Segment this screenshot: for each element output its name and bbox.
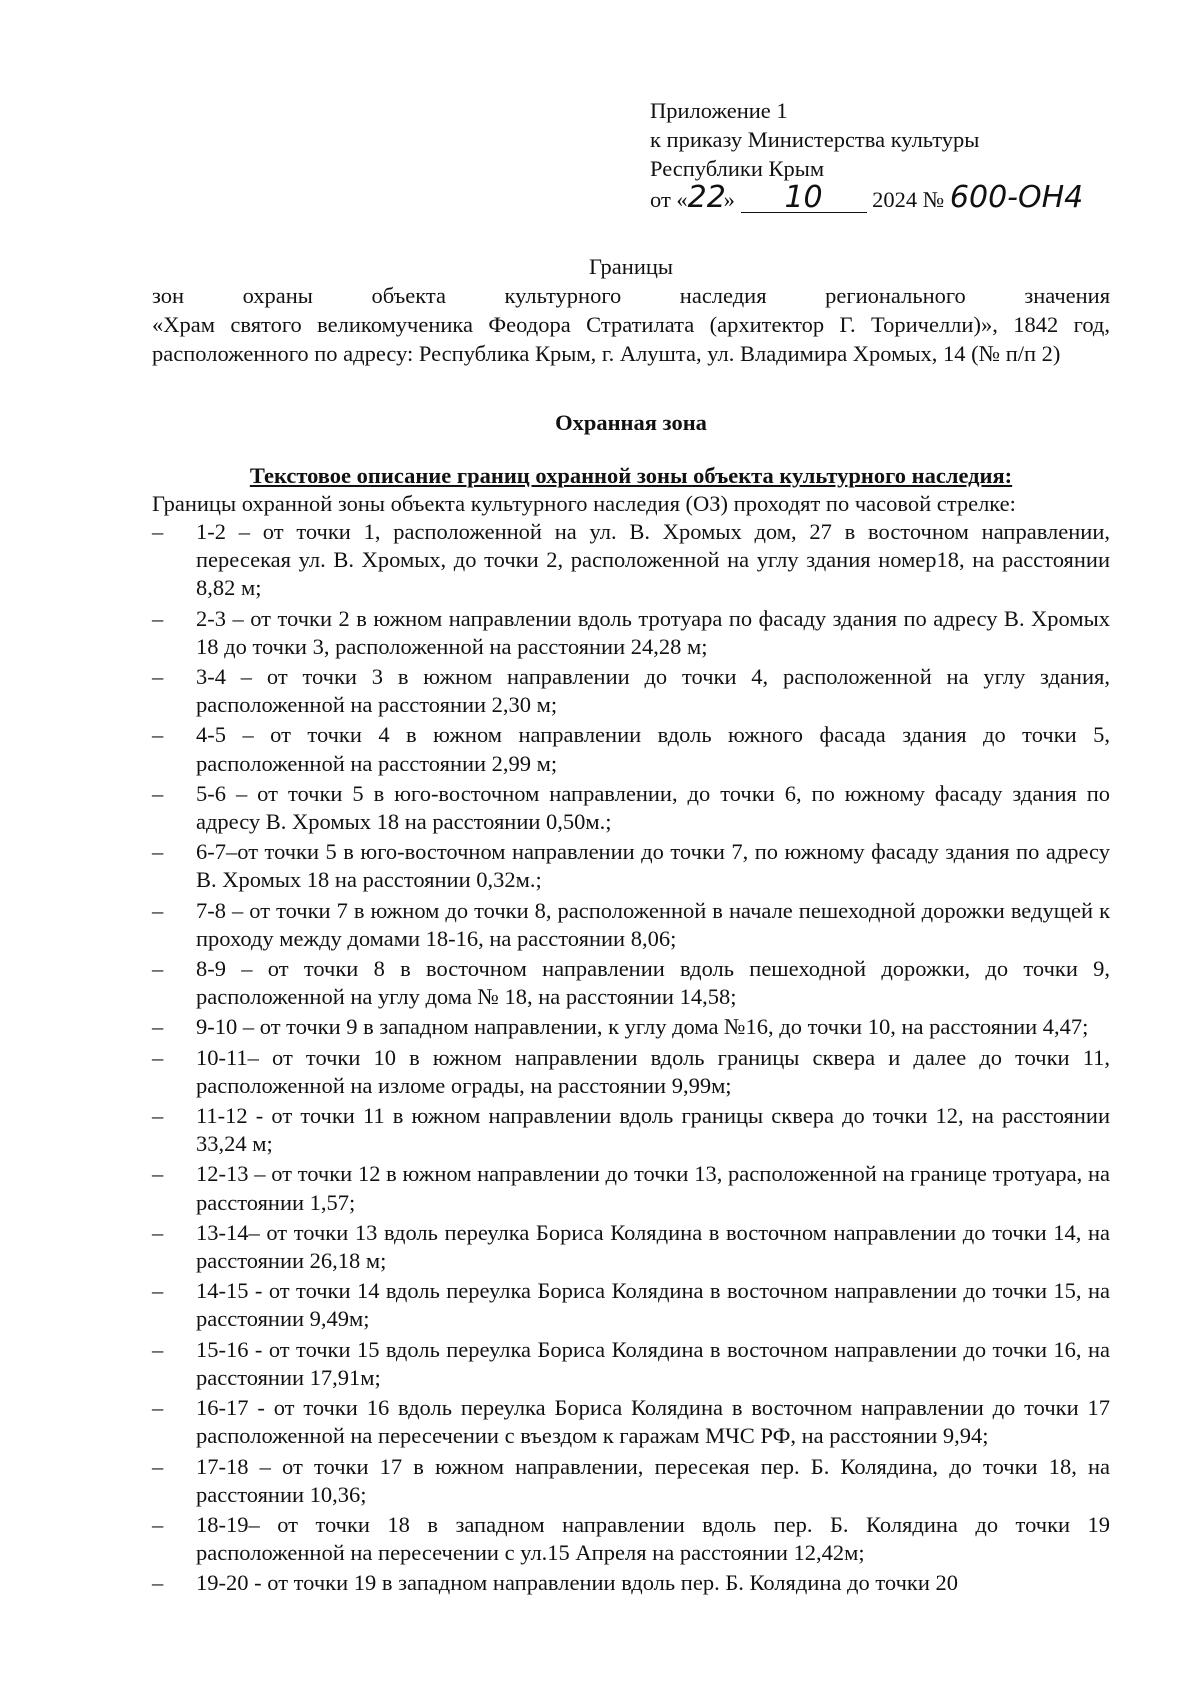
title-word: зон	[152, 283, 185, 308]
list-item	[152, 1394, 1110, 1450]
date-quote: »	[723, 187, 735, 212]
list-item-text: 12-13 – от точки 12 в южном направлении до точки 13, расположенной на границе тротуара, на расстоянии 1,57;	[196, 1161, 1110, 1215]
dash-marker: –	[152, 1570, 164, 1596]
list-item	[152, 1013, 1110, 1041]
list-item	[152, 1511, 1110, 1567]
title-word: значения	[1024, 283, 1111, 308]
title-word: наследия	[679, 283, 767, 308]
list-item-text: 18-19– от точки 18 в западном направлении вдоль пер. Б. Колядина до точки 19 расположенной на пересечении с ул.15 Апреля на расстоянии 12,42м;	[196, 1511, 1110, 1566]
list-item	[152, 518, 1110, 603]
dash-marker: –	[152, 605, 164, 631]
dash-marker: –	[152, 780, 164, 806]
list-item-text: 8-9 – от точки 8 в восточном направлении вдоль пешеходной дорожки, до точки 9, расположенной на углу дома № 18, на расстоянии 14,58;	[196, 956, 1110, 1010]
intro-paragraph: Границы охранной зоны объекта культурного наследия (ОЗ) проходят по часовой стрелке:	[152, 491, 1016, 516]
list-item	[152, 1569, 1110, 1597]
list-item	[152, 1219, 1110, 1275]
dash-marker: –	[152, 1336, 164, 1362]
dash-marker: –	[152, 1453, 164, 1479]
dash-marker: –	[152, 1219, 164, 1245]
dash-marker: –	[152, 664, 164, 690]
list-item-text: 14-15 - от точки 14 вдоль переулка Бориса Колядина в восточном направлении до точки 15, на расстоянии 9,49м;	[196, 1278, 1110, 1332]
dash-marker: –	[152, 1103, 164, 1129]
list-item	[152, 1277, 1110, 1333]
list-item-text: 6-7–от точки 5 в юго-восточном направлении до точки 7, по южному фасаду здания по адресу В. Хромых 18 на расстоянии 0,32м.;	[196, 839, 1110, 893]
list-item	[152, 1102, 1110, 1158]
list-item-text: 5-6 – от точки 5 в юго-восточном направлении, до точки 6, по южному фасаду здания по адресу В. Хромых 18 на расстоянии 0,50м.;	[196, 780, 1110, 835]
list-item	[152, 721, 1110, 777]
list-item	[152, 1336, 1110, 1392]
appendix-date-line	[650, 180, 1120, 215]
list-item	[152, 1044, 1110, 1100]
list-item-text: 4-5 – от точки 4 в южном направлении вдоль южного фасада здания до точки 5, расположенной на расстоянии 2,99 м;	[196, 722, 1110, 776]
document-title	[152, 252, 1110, 368]
title-heading: Границы	[588, 254, 674, 279]
list-item-text: 19-20 - от точки 19 в западном направлении вдоль пер. Б. Колядина до точки 20	[196, 1570, 958, 1596]
appendix-block	[650, 96, 1120, 214]
month-field	[741, 180, 867, 215]
dash-marker: –	[152, 897, 164, 923]
title-word: культурного	[504, 283, 622, 308]
boundary-list	[152, 518, 1110, 1600]
title-object-description: «Храм святого великомученика Феодора Стратилата (архитектор Г. Торичелли)», 1842 год, расположенного по адресу: Республика Крым, г. Алушта, ул. Владимира Хромых, 14 (№ п/п 2)	[152, 312, 1110, 366]
date-prefix: от «	[650, 187, 688, 212]
year-number-label: 2024 №	[872, 187, 945, 212]
handwritten-day: 22	[687, 180, 726, 215]
list-item	[152, 1160, 1110, 1216]
list-item	[152, 605, 1110, 661]
dash-marker: –	[152, 1511, 164, 1537]
list-item-text: 2-3 – от точки 2 в южном направлении вдоль тротуара по фасаду здания по адресу В. Хромых 18 до точки 3, расположенной на расстоянии 24,28 м;	[196, 605, 1110, 659]
dash-marker: –	[152, 1395, 164, 1421]
dash-marker: –	[152, 722, 164, 748]
list-item	[152, 663, 1110, 719]
dash-marker: –	[152, 519, 164, 544]
list-item	[152, 955, 1110, 1011]
handwritten-month: 10	[784, 180, 823, 215]
list-item	[152, 780, 1110, 836]
list-item-text: 3-4 – от точки 3 в южном направлении до точки 4, расположенной на углу здания, расположенной на расстоянии 2,30 м;	[196, 664, 1110, 718]
title-word: охраны	[242, 283, 313, 308]
appendix-line-3: Республики Крым	[650, 156, 825, 181]
title-word: регионального	[825, 283, 966, 308]
appendix-line-2: к приказу Министерства культуры	[650, 127, 980, 152]
list-item	[152, 897, 1110, 953]
dash-marker: –	[152, 1044, 164, 1070]
handwritten-order-number: 600-ОН4	[949, 180, 1084, 215]
section-heading-protected-zone: Охранная зона	[555, 410, 707, 435]
dash-marker: –	[152, 839, 164, 865]
appendix-line-1: Приложение 1	[650, 98, 788, 123]
list-item-text: 9-10 – от точки 9 в западном направлении, к углу дома №16, до точки 10, на расстоянии 4,47;	[196, 1014, 1089, 1040]
list-item-text: 10-11– от точки 10 в южном направлении вдоль границы сквера и далее до точки 11, расположенной на изломе ограды, на расстоянии 9,99м;	[196, 1044, 1110, 1098]
section-heading-text-description: Текстовое описание границ охранной зоны объекта культурного наследия:	[249, 463, 1013, 488]
title-line-1	[152, 281, 1110, 310]
title-word: объекта	[371, 283, 446, 308]
list-item-text: 17-18 – от точки 17 в южном направлении, пересекая пер. Б. Колядина, до точки 18, на расстоянии 10,36;	[196, 1453, 1110, 1507]
dash-marker: –	[152, 1161, 164, 1187]
dash-marker: –	[152, 1278, 164, 1304]
list-item-text: 13-14– от точки 13 вдоль переулка Бориса Колядина в восточном направлении до точки 14, на расстоянии 26,18 м;	[196, 1219, 1110, 1274]
list-item-text: 1-2 – от точки 1, расположенной на ул. В. Хромых дом, 27 в восточном направлении, пересекая ул. В. Хромых, до точки 2, расположенной на углу здания номер18, на расстоянии 8,82 м;	[196, 519, 1110, 601]
list-item	[152, 1453, 1110, 1509]
list-item-text: 16-17 - от точки 16 вдоль переулка Бориса Колядина в восточном направлении до точки 17 расположенной на пересечении с въездом к гаражам МЧС РФ, на расстоянии 9,94;	[196, 1395, 1110, 1449]
list-item-text: 11-12 - от точки 11 в южном направлении вдоль границы сквера до точки 12, на расстоянии 33,24 м;	[196, 1103, 1110, 1157]
list-item	[152, 838, 1110, 894]
dash-marker: –	[152, 956, 164, 982]
list-item-text: 15-16 - от точки 15 вдоль переулка Бориса Колядина в восточном направлении до точки 16, на расстоянии 17,91м;	[196, 1336, 1110, 1390]
dash-marker: –	[152, 1014, 164, 1040]
list-item-text: 7-8 – от точки 7 в южном до точки 8, расположенной в начале пешеходной дорожки ведущей к проходу между домами 18-16, на расстоянии 8,06;	[196, 897, 1110, 951]
